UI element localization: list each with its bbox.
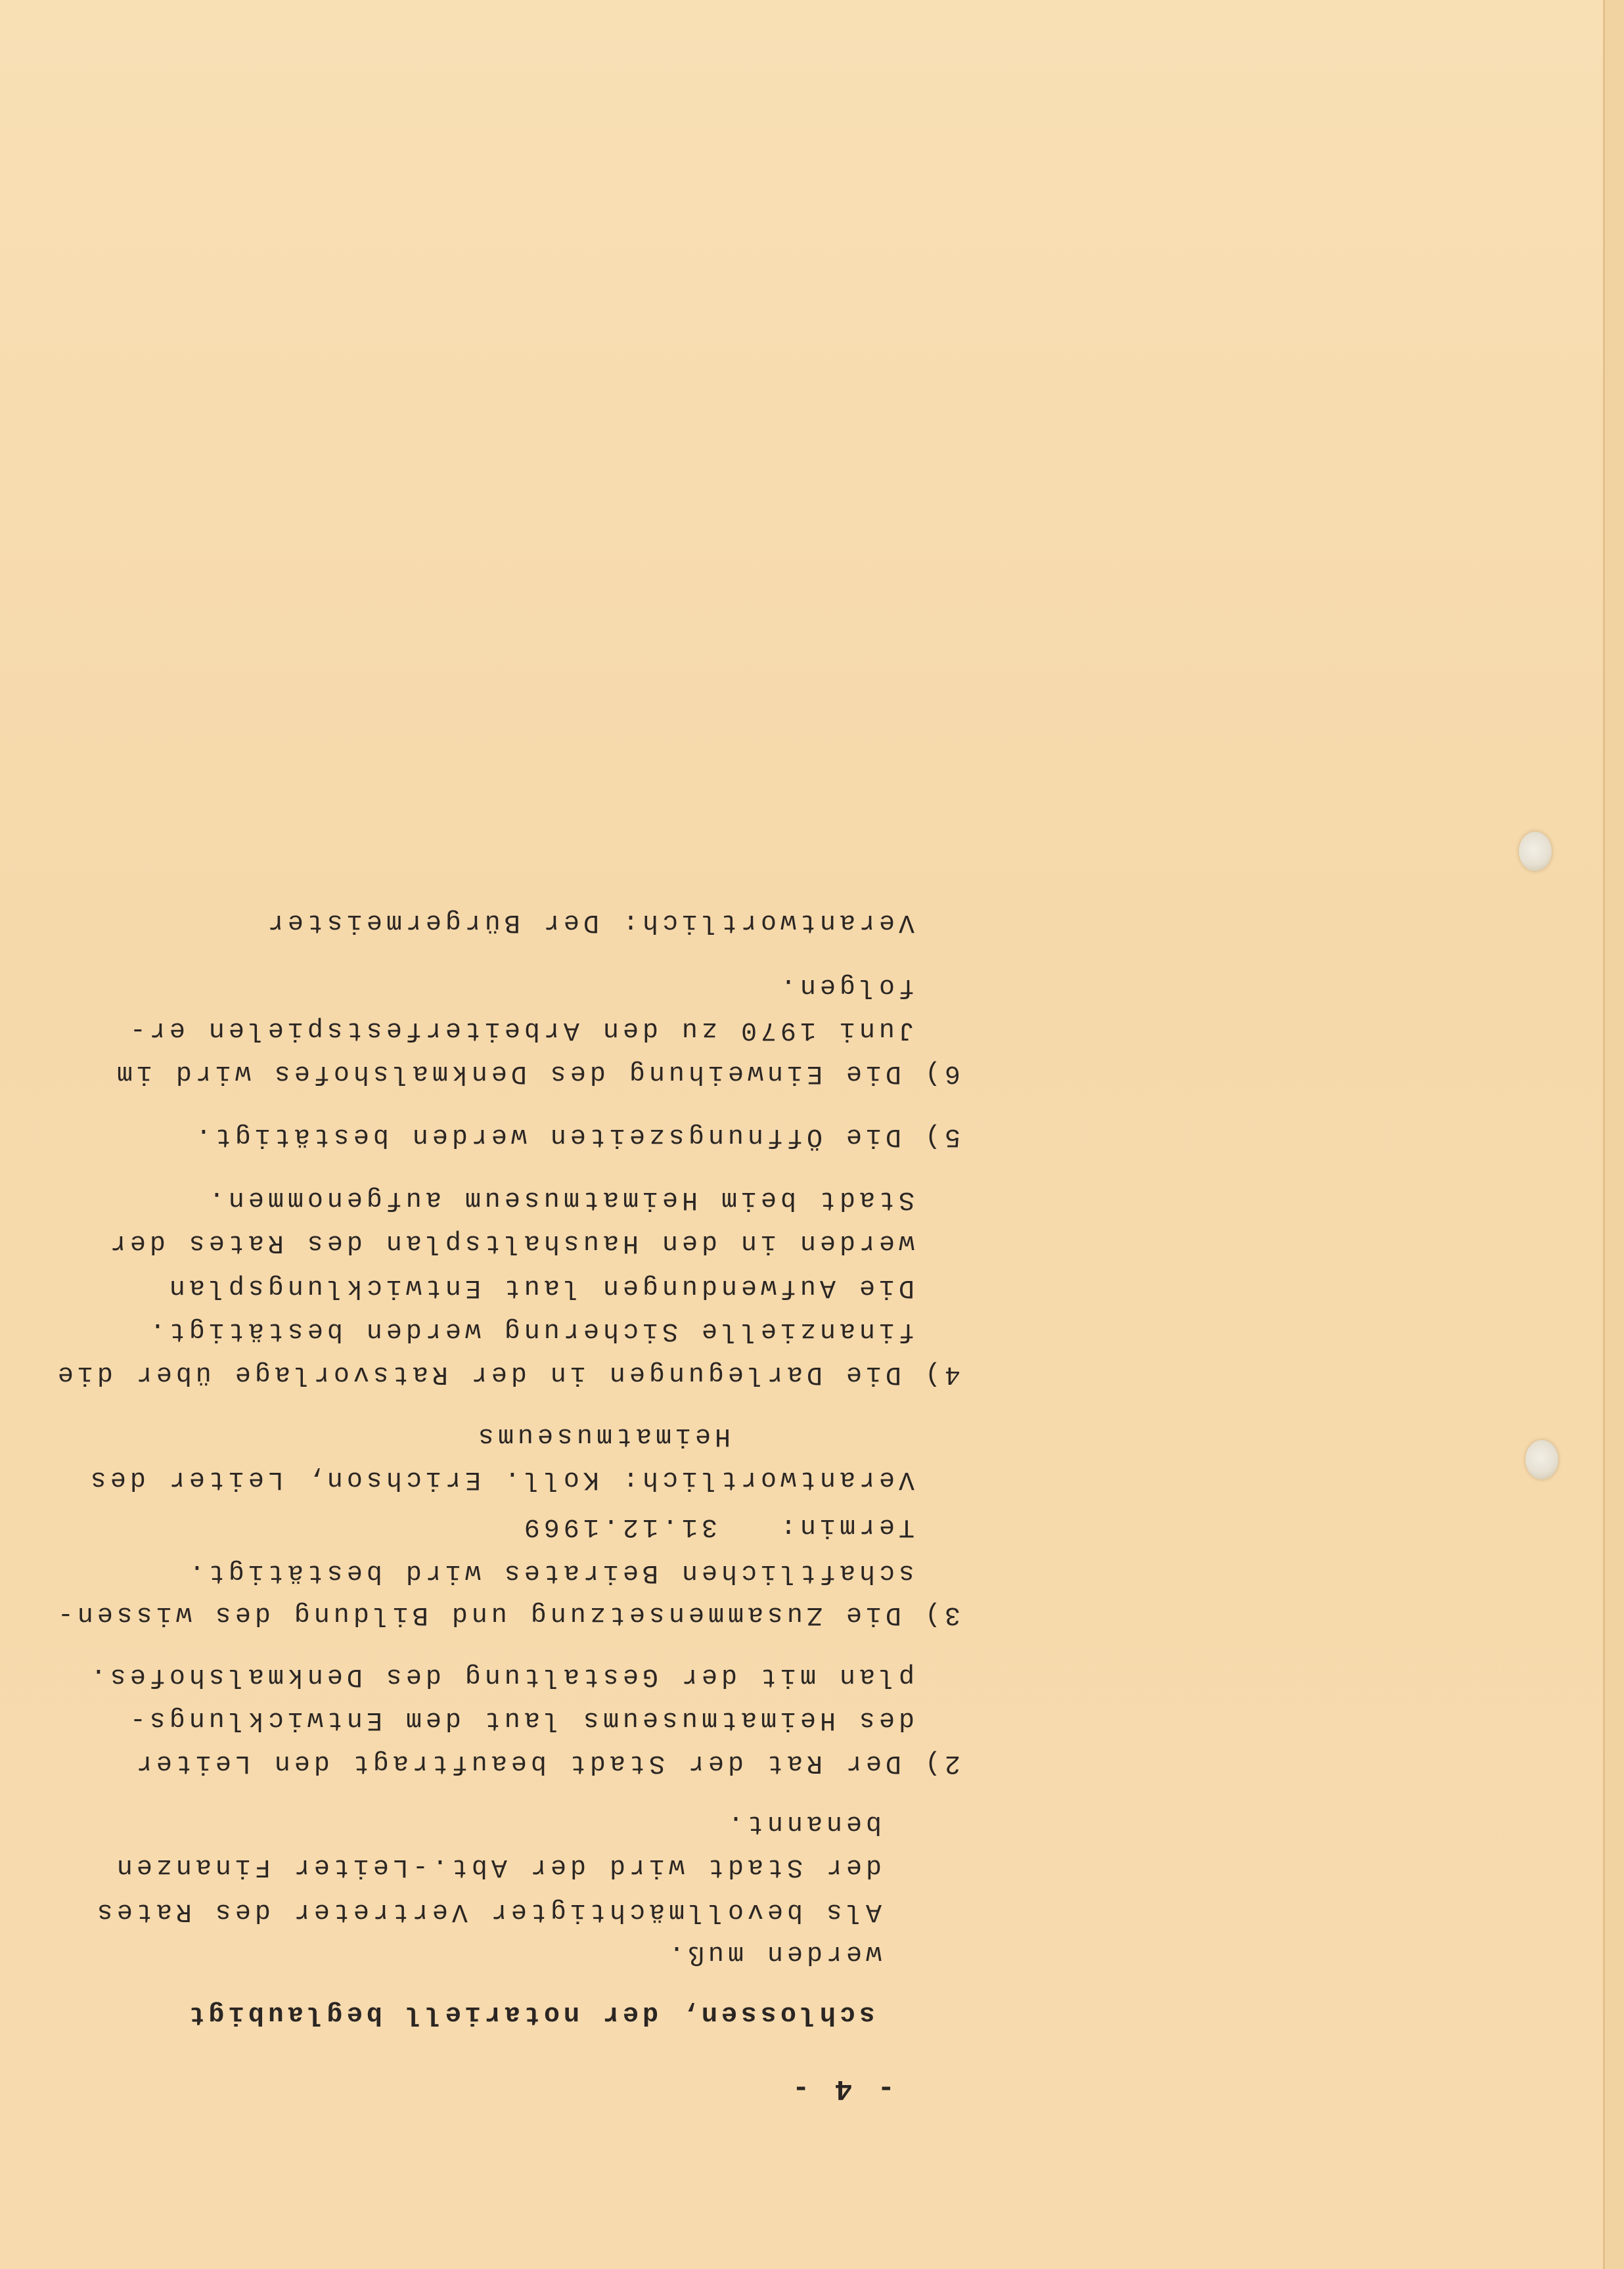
text-line: des Heimatmuseums laut dem Entwicklungs- (125, 1705, 914, 1734)
text-line: schaftlichen Beirates wird bestätigt. (185, 1558, 914, 1587)
text-line: finanzielle Sicherung werden bestätigt. (145, 1316, 914, 1345)
text-line: folgen. (776, 972, 914, 1001)
text-line: Die Aufwendungen laut Entwicklungsplan (165, 1272, 914, 1302)
text-line: 4) Die Darlegungen in der Ratsvorlage über die (53, 1359, 960, 1389)
text-line: Stadt beim Heimatmuseum aufgenommen. (204, 1184, 914, 1214)
text-line: werden muß. (664, 1939, 882, 1968)
text-line: 3) Die Zusammensetzung und Bildung des wissen- (53, 1600, 960, 1629)
text-line: werden in den Haushaltsplan des Rates der (106, 1228, 914, 1257)
text-line: plan mit der Gestaltung des Denkmalshofes. (86, 1661, 914, 1691)
text-line: Verantwortlich: Koll. Erichson, Leiter des (86, 1464, 914, 1494)
text-line: der Stadt wird der Abt.-Leiter Finanzen (112, 1852, 882, 1881)
text-line: Juni 1970 zu den Arbeiterfestspielen er- (125, 1015, 914, 1045)
text-line: Als bevollmächtigter Vertreter des Rates (93, 1897, 882, 1926)
text-line: 5) Die Öffnungszeiten werden bestätigt. (191, 1121, 960, 1151)
text-line: 6) Die Einweihung des Denkmalshofes wird im (112, 1058, 960, 1088)
text-line: Termin: 31.12.1969 (520, 1512, 914, 1541)
text-line: schlossen, der notariell beglaubigt (185, 1999, 875, 2029)
text-line: Heimatmuseums (474, 1421, 731, 1450)
page-number: - 4 - (788, 2072, 895, 2105)
text-line: Verantwortlich: Der Bürgermeister (263, 907, 914, 937)
text-line: benannt. (723, 1808, 882, 1838)
text-line: 2) Der Rat der Stadt beauftragt den Leiter (132, 1748, 960, 1778)
